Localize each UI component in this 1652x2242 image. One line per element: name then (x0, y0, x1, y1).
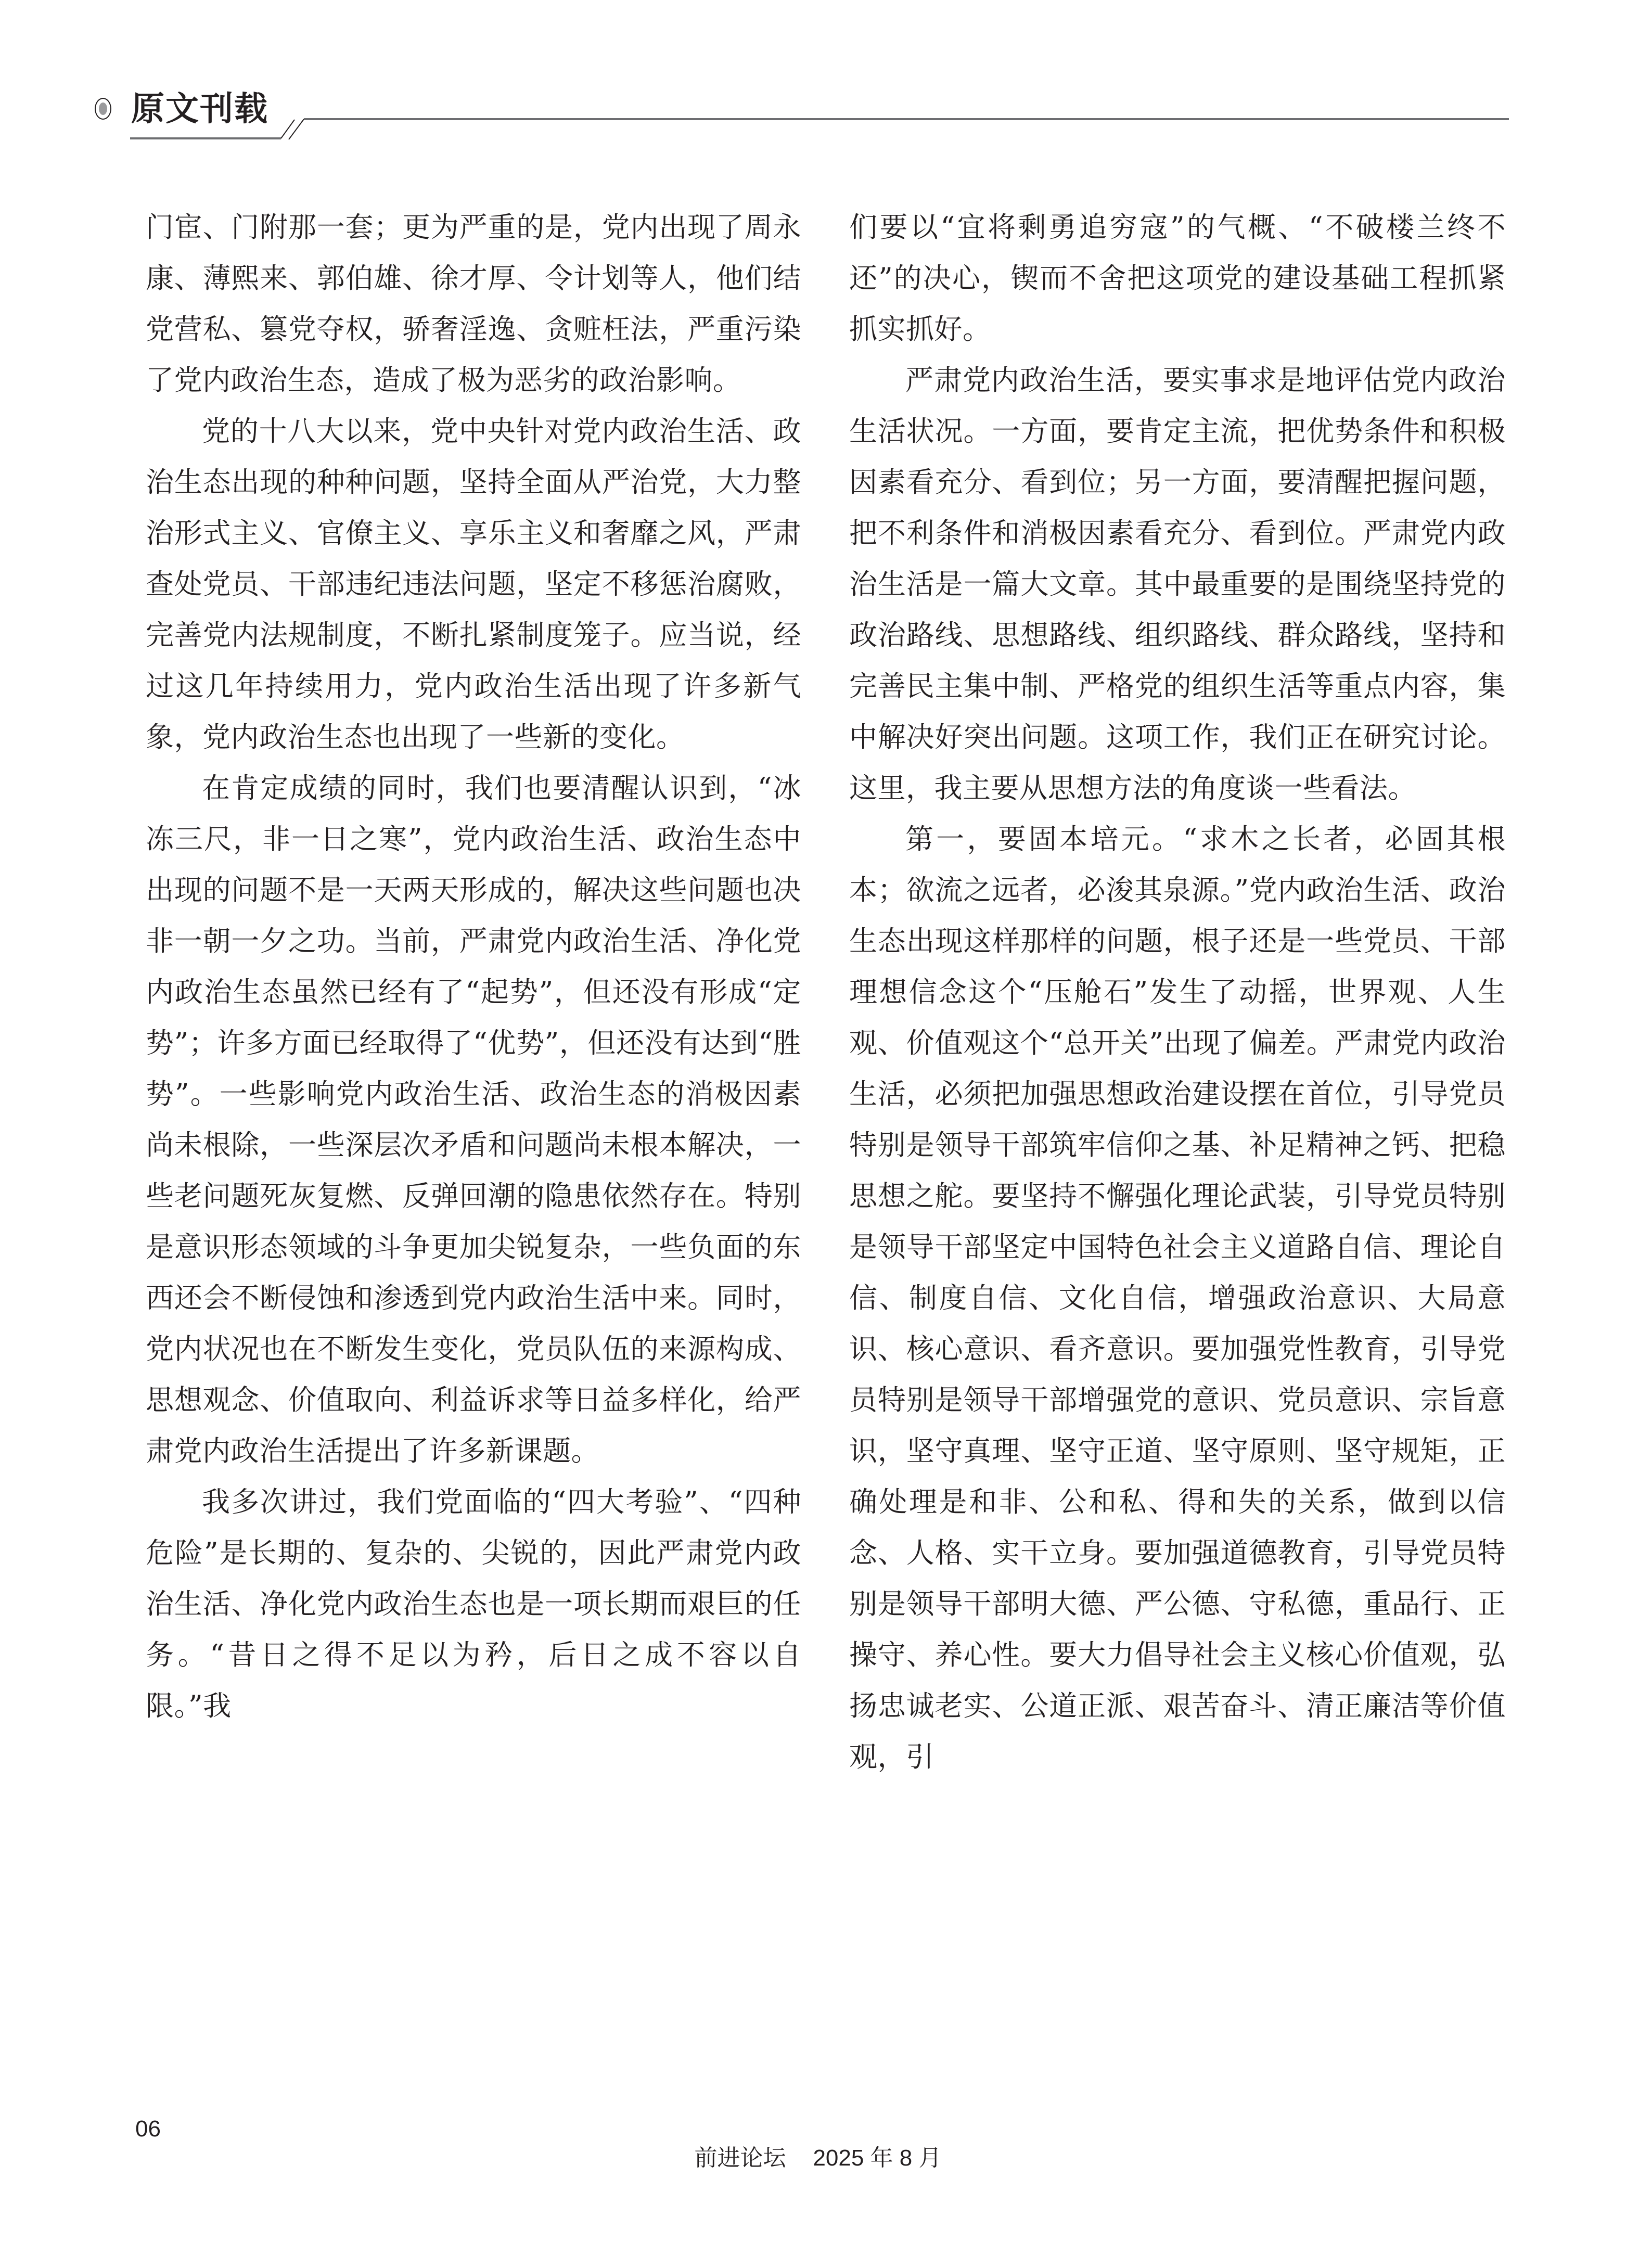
issue-date: 2025 年 8 月 (813, 2145, 942, 2171)
paragraph: 们要以“宜将剩勇追穷寇”的气概、“不破楼兰终不还”的决心，锲而不舍把这项党的建设基础工程抓紧抓实抓好。 (849, 211, 1506, 345)
header-rule (0, 0, 1652, 156)
paragraph: 党的十八大以来，党中央针对党内政治生活、政治生态出现的种种问题，坚持全面从严治党，大力整治形式主义、官僚主义、享乐主义和奢靡之风，严肃查处党员、干部违纪违法问题，坚定不移惩治腐败，完善党内法规制度，不断扎紧制度笼子。应当说，经过这几年持续用力，党内政治生活出现了许多新气象，党内政治生态也出现了一些新的变化。 (146, 415, 801, 753)
rule-slash-2 (289, 119, 304, 139)
paragraph: 我多次讲过，我们党面临的“四大考验”、“四种危险”是长期的、复杂的、尖锐的，因此严肃党内政治生活、净化党内政治生态也是一项长期而艰巨的任务。“昔日之得不足以为矜，后日之成不容以自限。”我 (146, 1485, 801, 1722)
publication-name: 前进论坛 (694, 2145, 786, 2171)
page-number: 06 (135, 2116, 161, 2142)
paragraph: 第一，要固本培元。“求木之长者，必固其根本；欲流之远者，必浚其泉源。”党内政治生活、政治生态出现这样那样的问题，根子还是一些党员、干部理想信念这个“压舱石”发生了动摇，世界观、人生观、价值观这个“总开关”出现了偏差。严肃党内政治生活，必须把加强思想政治建设摆在首位，引导党员特别是领导干部筑牢信仰之基、补足精神之钙、把稳思想之舵。要坚持不懈强化理论武装，引导党员特别是领导干部坚定中国特色社会主义道路自信、理论自信、制度自信、文化自信，增强政治意识、大局意识、核心意识、看齐意识。要加强党性教育，引导党员特别是领导干部增强党的意识、党员意识、宗旨意识，坚守真理、坚守正道、坚守原则、坚守规矩，正确处理是和非、公和私、得和失的关系，做到以信念、人格、实干立身。要加强道德教育，引导党员特别是领导干部明大德、严公德、守私德，重品行、正操守、养心性。要大力倡导社会主义核心价值观，弘扬忠诚老实、公道正派、艰苦奋斗、清正廉洁等价值观，引 (849, 823, 1506, 1773)
right-column (849, 202, 1506, 1783)
publication-line (682, 2115, 941, 2173)
rule-slash-1 (281, 120, 294, 138)
header-rule-lines (130, 119, 1509, 139)
page-header (0, 0, 1652, 156)
paragraph: 严肃党内政治生活，要实事求是地评估党内政治生活状况。一方面，要肯定主流，把优势条件和积极因素看充分、看到位；另一方面，要清醒把握问题，把不利条件和消极因素看充分、看到位。严肃党内政治生活是一篇大文章。其中最重要的是围绕坚持党的政治路线、思想路线、组织路线、群众路线，坚持和完善民主集中制、严格党的组织生活等重点内容，集中解决好突出问题。这项工作，我们正在研究讨论。这里，我主要从思想方法的角度谈一些看法。 (849, 364, 1506, 804)
paragraph: 门宦、门附那一套；更为严重的是，党内出现了周永康、薄熙来、郭伯雄、徐才厚、令计划等人，他们结党营私、篡党夺权，骄奢淫逸、贪赃枉法，严重污染了党内政治生态，造成了极为恶劣的政治影响。 (146, 211, 801, 396)
left-column (146, 202, 801, 1732)
section-title: 原文刊载 (131, 89, 268, 129)
paragraph: 在肯定成绩的同时，我们也要清醒认识到，“冰冻三尺，非一日之寒”，党内政治生活、政治生态中出现的问题不是一天两天形成的，解决这些问题也决非一朝一夕之功。当前，严肃党内政治生活、净化党内政治生态虽然已经有了“起势”，但还没有形成“定势”；许多方面已经取得了“优势”，但还没有达到“胜势”。一些影响党内政治生活、政治生态的消极因素尚未根除，一些深层次矛盾和问题尚未根本解决，一些老问题死灰复燃、反弹回潮的隐患依然存在。特别是意识形态领域的斗争更加尖锐复杂，一些负面的东西还会不断侵蚀和渗透到党内政治生活中来。同时，党内状况也在不断发生变化，党员队伍的来源构成、思想观念、价值取向、利益诉求等日益多样化，给严肃党内政治生活提出了许多新课题。 (146, 772, 801, 1467)
